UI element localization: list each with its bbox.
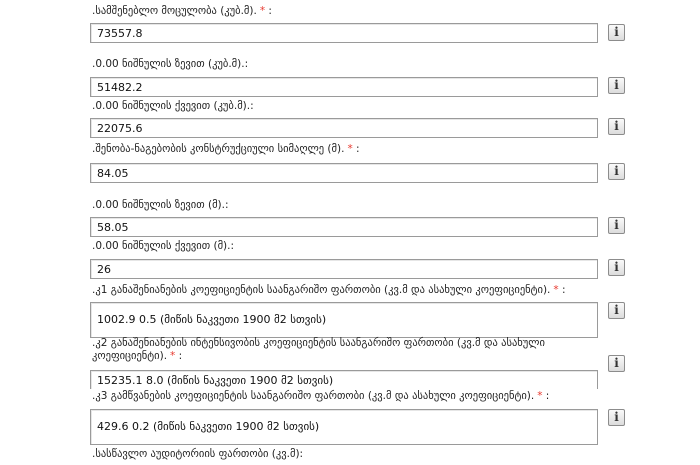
field-label-below-zero-volume: .0.00 ნიშნულის ქვევით (კუბ.მ).: (92, 100, 254, 112)
above-zero-height-field[interactable]: 58.05 (90, 217, 598, 237)
field-label-k3-area: .კ3 გამწვანების კოეფიციენტის საანგარიშო ფართობი (კვ.მ და ასახული კოეფიციენტი). * : (92, 390, 550, 402)
field-label-auditorium-area: .სასწავლო აუდიტორიის ფართობი (კვ.მ): (92, 448, 304, 460)
info-icon[interactable]: i (608, 259, 625, 276)
k2-area-field[interactable]: 15235.1 8.0 (მიწის ნაკვეთი 1900 მ2 სთვის) (90, 370, 598, 389)
required-marker: * (170, 350, 176, 362)
info-icon[interactable]: i (608, 163, 625, 180)
building-volume-field[interactable]: 73557.8 (90, 23, 598, 43)
field-label-k2-area: .კ2 განაშენიანების ინტენსივობის კოეფიციენტის საანგარიშო ფართობი (კვ.მ და ასახული კოეფიციენტი). * : (92, 337, 545, 362)
above-zero-volume-field[interactable]: 51482.2 (90, 77, 598, 97)
structural-height-field[interactable]: 84.05 (90, 163, 598, 183)
required-marker: * (537, 390, 543, 402)
field-label-k1-area: .კ1 განაშენიანების კოეფიციენტის საანგარიშო ფართობი (კვ.მ და ასახული კოეფიციენტი). * : (92, 284, 566, 296)
k3-area-field[interactable]: 429.6 0.2 (მიწის ნაკვეთი 1900 მ2 სთვის) (90, 409, 598, 445)
field-label-above-zero-volume: .0.00 ნიშნულის ზევით (კუბ.მ).: (92, 58, 249, 70)
required-marker: * (259, 5, 266, 17)
field-label-structural-height: .შენობა-ნაგებობის კონსტრუქციული სიმაღლე (მ). * : (92, 143, 360, 155)
k1-area-field[interactable]: 1002.9 0.5 (მიწის ნაკვეთი 1900 მ2 სთვის) (90, 302, 598, 338)
info-icon[interactable]: i (608, 409, 625, 426)
field-label-above-zero-height: .0.00 ნიშნულის ზევით (მ).: (92, 199, 229, 211)
required-marker: * (553, 284, 559, 296)
info-icon[interactable]: i (608, 24, 625, 41)
info-icon[interactable]: i (608, 217, 625, 234)
field-label-below-zero-height: .0.00 ნიშნულის ქვევით (მ).: (92, 240, 235, 252)
info-icon[interactable]: i (608, 118, 625, 135)
info-icon[interactable]: i (608, 302, 625, 319)
field-label-building-volume: .სამშენებლო მოცულობა (კუბ.მ). * : (92, 5, 272, 17)
required-marker: * (347, 143, 353, 155)
info-icon[interactable]: i (608, 77, 625, 94)
below-zero-volume-field[interactable]: 22075.6 (90, 118, 598, 138)
below-zero-height-field[interactable]: 26 (90, 259, 598, 279)
info-icon[interactable]: i (608, 355, 625, 372)
